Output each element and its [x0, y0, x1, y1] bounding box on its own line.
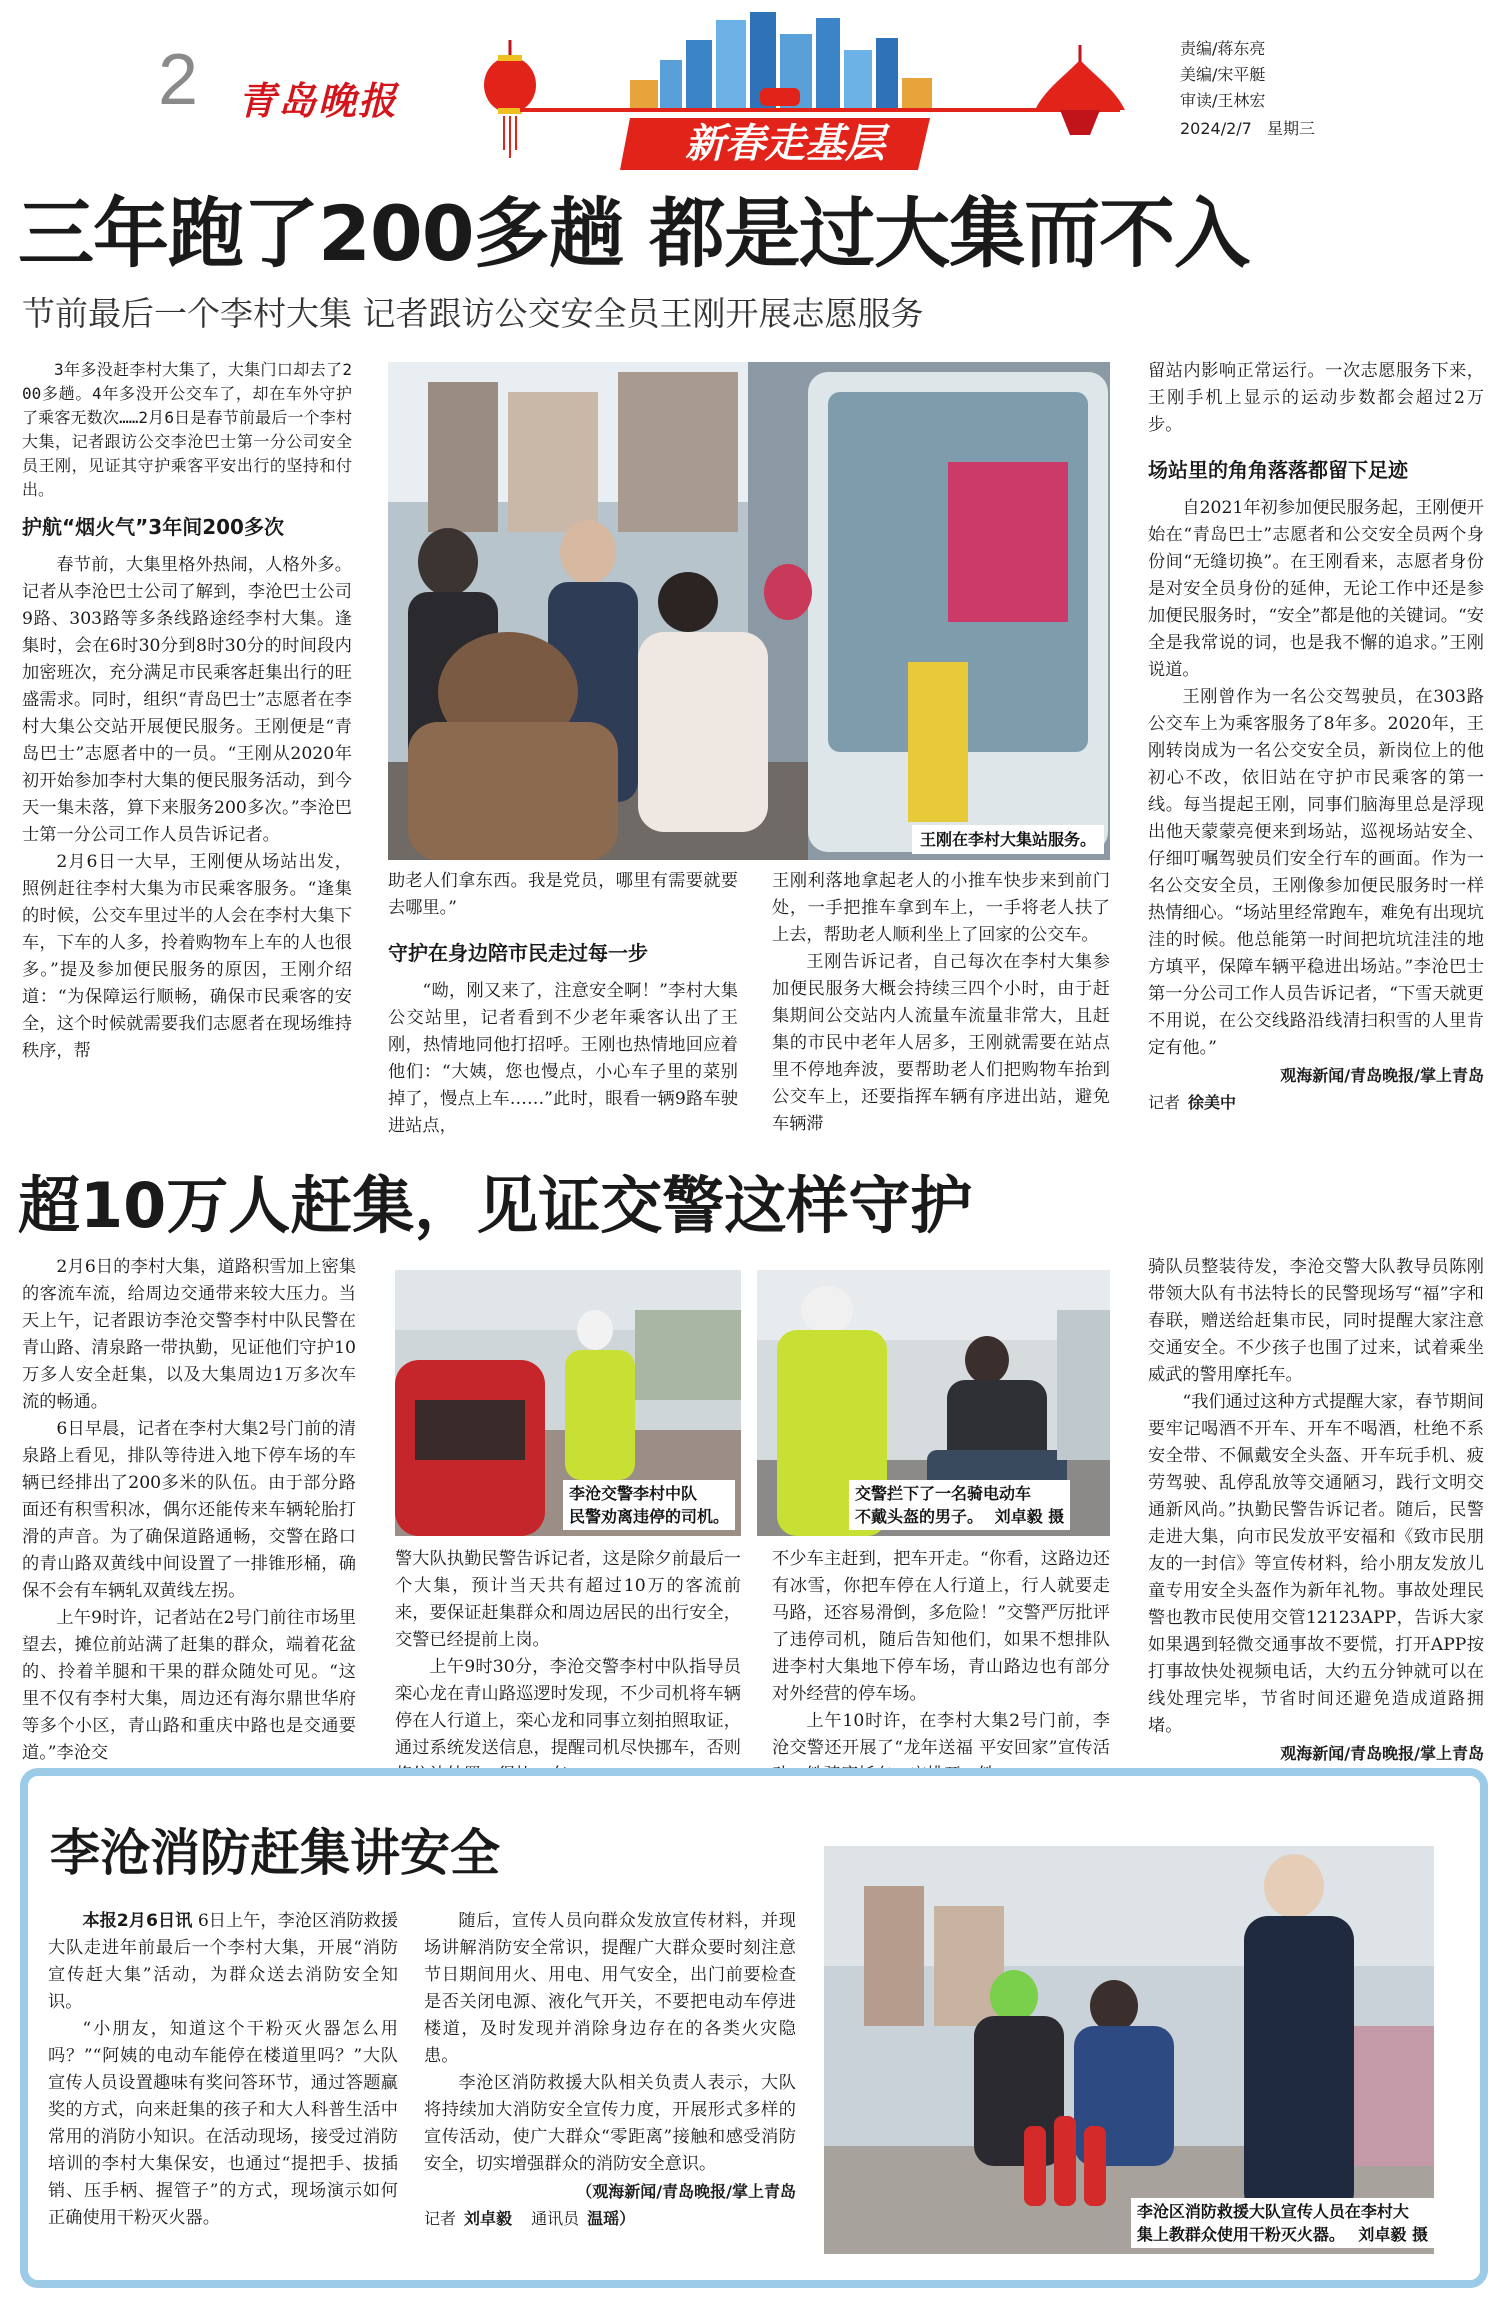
story1-col2-p2: “呦，刚又来了，注意安全啊！”李村大集公交站里，记者看到不少老年乘客认出了王刚，热情地同他打招呼。王刚也热情地回应着他们：“大姨，您也慢点，小心车子里的菜别掉了，慢点上车……”此时，眼看一辆9路车驶进站点， — [388, 981, 738, 1136]
story3-photo-caption-line1: 李沧区消防救援大队宣传人员在李村大 — [1136, 2202, 1409, 2221]
story3-lead: 本报2月6日讯 — [82, 1911, 193, 1931]
story2-column-3 — [772, 1546, 1110, 1789]
fire-safety-photo-illustration — [824, 1846, 1434, 2254]
story1-intro: 3年多没赶李村大集了，大集门口却去了200多趟。4年多没开公交车了，却在车外守护了乘客无数次……2月6日是春节前最后一个李村大集，记者跟访公交李沧巴士第一分公司安全员王刚，见证其守护乘客平安出行的坚持和付出。 — [22, 360, 352, 499]
editor-list — [1180, 36, 1315, 142]
story2-headline: 超10万人赶集，见证交警这样守护 — [18, 1169, 973, 1242]
story1-photo-caption: 王刚在李村大集站服务。 — [912, 825, 1104, 854]
story2-col1-p2: 6日早晨，记者在李村大集2号门前的清泉路上看见，排队等待进入地下停车场的车辆已经排出了200多米的队伍。由于部分路面还有积雪积冰，偶尔还能传来车辆轮胎打滑的声音。为了确保道路通畅，交警在路口的青山路双黄线中间设置了一排锥形桶，确保不会有车辆轧双黄线左拐。 — [22, 1419, 356, 1601]
story1-signature: 观海新闻/青岛晚报/掌上青岛 — [1280, 1066, 1484, 1085]
story2-photo-2 — [757, 1270, 1110, 1536]
story1-col4-p1: 留站内影响正常运行。一次志愿服务下来，王刚手机上显示的运动步数都会超过2万步。 — [1148, 361, 1484, 435]
paper-logo: 青岛晚报 — [238, 78, 399, 123]
story3-col2-p2: 李沧区消防救援大队相关负责人表示，大队将持续加大消防安全宣传力度，开展形式多样的宣传活动，使广大群众“零距离”接触和感受消防安全，切实增强群众的消防安全意识。 — [424, 2073, 796, 2174]
story1-headline: 三年跑了200多趟 都是过大集而不入 — [18, 189, 1250, 278]
story3-col2-p1: 随后，宣传人员向群众发放宣传材料，并现场讲解消防安全常识，提醒广大群众要时刻注意节日期间用火、用电、用气安全，出门前要检查是否关闭电源、液化气开关，不要把电动车停进楼道，及时发现并消除身边存在的各类火灾隐患。 — [424, 1911, 796, 2066]
city-skyline-icon — [630, 12, 932, 110]
story2-photo2-credit: 刘卓毅 摄 — [994, 1507, 1065, 1526]
qingdao-landmark-icon — [1035, 45, 1125, 135]
story2-photo2-caption-line2: 不戴头盔的男子。 — [855, 1507, 984, 1526]
story3-col1-p1-text: 6日上午，李沧区消防救援大队走进年前最后一个李村大集，开展“消防宣传赶大集”活动，为群众送去消防安全知识。 — [48, 1911, 399, 2012]
story2-col1-p1: 2月6日的李村大集，道路积雪加上密集的客流车流，给周边交通带来较大压力。当天上午，记者跟访李沧交警李村中队民警在青山路、清泉路一带执勤，见证他们守护10万多人安全赶集，以及大集周边1万多次车流的畅通。 — [22, 1257, 356, 1412]
bus-station-photo-illustration — [388, 362, 1110, 860]
story1-col1-p2: 2月6日一大早，王刚便从场站出发，照例赶往李村大集为市民乘客服务。“逢集的时候，公交车里过半的人会在李村大集下车，下车的人多，拎着购物车上车的人也很多。”提及参加便民服务的原因，王刚介绍道：“为保障运行顺畅，确保市民乘客的安全，这个时候就需要我们志愿者在现场维持秩序，帮 — [22, 852, 352, 1061]
weekday-text: 星期三 — [1266, 119, 1315, 138]
story2-col2-p2: 上午9时30分，李沧交警李村中队指导员栾心龙在青山路巡逻时发现，不少司机将车辆停在人行道上，栾心龙和同事立刻拍照取证，通过系统发送信息，提醒司机尽快挪车，否则 — [395, 1657, 741, 1758]
story2-col3-p2: 上午10时许，在李村大集2号门前，李沧交警还开展了“龙年送福 平安回家”宣传活 — [772, 1711, 1110, 1758]
story1-column-1 — [22, 358, 352, 1065]
story3-col1-p2: “小朋友，知道这个干粉灭火器怎么用吗？”“阿姨的电动车能停在楼道里吗？”大队宣传人员设置趣味有奖问答环节，通过答题赢奖的方式，向来赶集的孩子和大人科普生活中常用的消防小知识。在活动现场，接受过消防培训的李村大集保安，也通过“提把手、拔插销、压手柄、握管子”的方式，现场演示如何正确使用干粉灭火器。 — [48, 2019, 398, 2228]
story2-col4-p2: “我们通过这种方式提醒大家，春节期间要牢记喝酒不开车、开车不喝酒，杜绝不系安全带、不佩戴安全头盔、开车玩手机、疲劳驾驶、乱停乱放等交通陋习，践行文明交通新风尚。”执勤民警告诉记者。随后，民警走进大集，向市民发放平安福和《致市民朋友的一封信》等宣传材料，给小朋友发放儿童专用安全头盔作为新年礼物。事故处理民警也教市民使用交管12123APP，告诉大家如果遇到轻微交通事故不要慌，打开APP按打事故快处视频电话，大约五分钟就可以在线处理完毕，节省时间还避免造成道路拥堵。 — [1148, 1392, 1484, 1736]
story2-photo1-caption — [563, 1480, 735, 1530]
story2-col1-p3: 上午9时许，记者站在2号门前往市场里望去，摊位前站满了赶集的群众，端着花盆的、拎着羊腿和干果的群众随处可见。“这里不仅有李村大集，周边还有海尔鼎世华府等多个小区，青山路和重庆中路也是交通要道。”李沧交 — [22, 1608, 356, 1763]
story1-photo — [388, 362, 1110, 860]
story3-photo — [824, 1846, 1434, 2254]
story1-col4-p3: 王刚曾作为一名公交驾驶员，在303路公交车上为乘客服务了8年多。2020年，王刚转岗成为一名公交安全员，新岗位上的他初心不改，依旧站在守护市民乘客的第一线。每当提起王刚，同事们脑海里总是浮现出他天蒙蒙亮便来到场站，巡视场站安全、仔细叮嘱驾驶员们安全行车的画面。作为一名公交安全员，王刚像参加便民服务时一样热情细心。“场站里经常跑车，难免有出现坑洼的时候。他总能第一时间把坑坑洼洼的地方填平，保障车辆平稳进出场站。”李沧巴士第一分公司工作人员告诉记者，“下雪天就更不用说，在公交线路沿线清扫积雪的人里肯定有他。” — [1148, 687, 1484, 1058]
story2-photo2-caption-line2-row — [855, 1505, 1064, 1528]
story3-reporter-label: 记者 — [424, 2209, 457, 2228]
story1-reporter-name: 徐美中 — [1188, 1093, 1237, 1112]
story3-correspondent-label: 通讯员 — [531, 2209, 580, 2228]
story2-photo-1 — [395, 1270, 741, 1536]
story1-col2-p1: 助老人们拿东西。我是党员，哪里有需要就要去哪里。” — [388, 871, 738, 918]
editor-proof: 审读/王林宏 — [1180, 91, 1266, 110]
story1-column-3 — [772, 868, 1110, 1138]
story3-headline: 李沧消防赶集讲安全 — [50, 1824, 500, 1882]
issue-date — [1180, 116, 1315, 142]
story2-photo1-caption-line2: 民警劝离违停的司机。 — [568, 1507, 729, 1526]
page-number: 2 — [158, 40, 199, 120]
story2-col4-p1: 骑队员整装待发，李沧交警大队教导员陈刚带领大队有书法特长的民警现场写“福”字和春联，赠送给赶集市民，同时提醒大家注意交通安全。不少孩子也围了过来，试着乘坐威武的警用摩托车。 — [1148, 1257, 1484, 1385]
story1-reporter-label: 记者 — [1148, 1093, 1181, 1112]
editor-responsible: 责编/蒋东亮 — [1180, 39, 1266, 58]
date-text: 2024/2/7 — [1180, 119, 1252, 138]
story1-heading-2: 守护在身边陪市民走过每一步 — [388, 941, 648, 965]
story1-col1-p1: 春节前，大集里格外热闹，人格外多。记者从李沧巴士公司了解到，李沧巴士公司9路、303路等多条线路途经李村大集。逢集时，会在6时30分到8时30分的时间段内加密班次，充分满足市民乘客赶集出行的旺盛需求。同时，组织“青岛巴士”志愿者在李村大集公交站开展便民服务。王刚便是“青岛巴士”志愿者中的一员。“王刚从2020年初开始参加李村大集的便民服务活动，到今天一集未落，算下来服务200多次。”李沧巴士第一分公司工作人员告诉记者。 — [22, 555, 352, 845]
lantern-icon — [484, 40, 536, 158]
story2-signature: 观海新闻/青岛晚报/掌上青岛 — [1280, 1744, 1484, 1763]
section-title: 新春走基层 — [685, 121, 885, 167]
story3-byline — [424, 2205, 796, 2232]
story2-photo2-caption-line1: 交警拦下了一名骑电动车 — [855, 1484, 1032, 1503]
story3-col1-p1 — [48, 1908, 398, 2016]
story2-col2-p1: 警大队执勤民警告诉记者，这是除夕前最后一个大集，预计当天共有超过10万的客流前来，要保证赶集群众和周边居民的出行安全，交警已经提前上岗。 — [395, 1549, 741, 1650]
story2-photo2-caption — [849, 1480, 1070, 1530]
story1-col4-p2: 自2021年初参加便民服务起，王刚便开始在“青岛巴士”志愿者和公交安全员两个身份间“无缝切换”。在王刚看来，志愿者身份是对安全员身份的延伸，无论工作中还是参加便民服务时，“安全”都是他的关键词。“安全是我常说的词，也是我不懈的追求。”王刚说道。 — [1148, 498, 1484, 680]
story2-col3-p1: 不少车主赶到，把车开走。“你看，这路边还有冰雪，你把车停在人行道上，行人就要走马路，还容易滑倒，多危险！”交警严厉批评了违停司机，随后告知他们，如果不想排队进李村大集地下停车场，青山路边也有部分对外经营的停车场。 — [772, 1549, 1110, 1704]
story1-byline — [1148, 1089, 1484, 1116]
story3-reporter-name: 刘卓毅 — [464, 2209, 513, 2228]
story1-column-2 — [388, 868, 738, 1140]
masthead — [0, 0, 1500, 180]
story3-photo-credit: 刘卓毅 摄 — [1358, 2225, 1428, 2244]
story2-column-1 — [22, 1254, 356, 1767]
story1-col3-p1: 王刚利落地拿起老人的小推车快步来到前门处，一手把推车拿到车上，一手将老人扶了上去，帮助老人顺利坐上了回家的公交车。 — [772, 871, 1110, 945]
story3-correspondent-name: 温瑶） — [587, 2209, 636, 2228]
story1-column-4 — [1148, 358, 1484, 1116]
editor-art: 美编/宋平艇 — [1180, 65, 1266, 84]
story3-column-1 — [48, 1908, 398, 2232]
story2-photo1-caption-line1: 李沧交警李村中队 — [568, 1484, 697, 1503]
story3-column-2 — [424, 1908, 796, 2232]
story3-photo-caption-line2-row — [1137, 2223, 1428, 2246]
story1-heading-3: 场站里的角角落落都留下足迹 — [1148, 458, 1408, 482]
story3-signature: （观海新闻/青岛晚报/掌上青岛 — [576, 2182, 796, 2201]
story2-column-2 — [395, 1546, 741, 1789]
story1-subheadline: 节前最后一个李村大集 记者跟访公交安全员王刚开展志愿服务 — [22, 294, 924, 333]
story1-heading-1: 护航“烟火气”3年间200多次 — [22, 515, 284, 539]
story1-col3-p2: 王刚告诉记者，自己每次在李村大集参加便民服务大概会持续三四个小时，由于赶集期间公交站内人流量车流量非常大，且赶集的市民中老年人居多，王刚就需要在站点里不停地奔波，要帮助老人们把购物车抬到公交车上，还要指挥车辆有序进出站，避免车辆滞 — [772, 952, 1110, 1134]
story2-column-4 — [1148, 1254, 1484, 1794]
story3-photo-caption — [1131, 2198, 1434, 2248]
story3-photo-caption-line2: 集上教群众使用干粉灭火器。 — [1136, 2225, 1345, 2244]
